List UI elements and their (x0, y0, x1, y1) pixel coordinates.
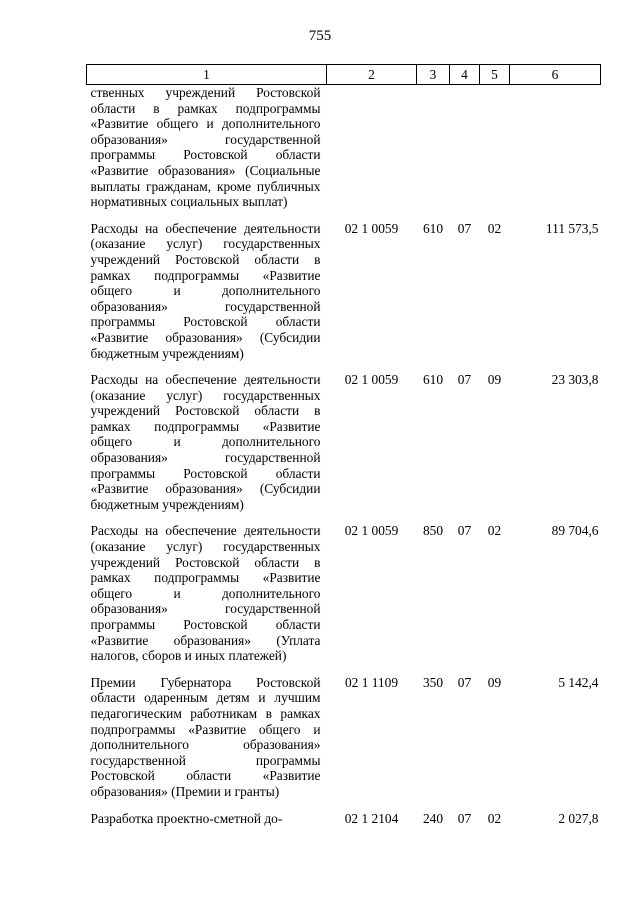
column-header-4: 4 (450, 65, 480, 85)
column-header-6: 6 (510, 65, 601, 85)
row-subsection: 09 (487, 372, 502, 388)
row-amount: 23 303,8 (551, 372, 599, 388)
row-description: ственных учреждений Ростовской области в рамках подпрограммы «Развитие общего и дополнительного образования» государственной программы Ростовской области «Развитие образования» (Социальные выплаты гражданам, кроме публичных нормативных социальных выплат) (90, 85, 321, 210)
row-description: Разработка проектно-сметной до- (90, 810, 283, 826)
row-subsection: 02 (487, 810, 502, 826)
row-expense-type: 610 (422, 220, 444, 236)
row-amount (510, 85, 601, 221)
row-target-code: 02 1 0059 (344, 372, 399, 388)
row-subsection: 02 (487, 220, 502, 236)
row-subsection: 09 (487, 674, 502, 690)
row-amount: 2 027,8 (558, 810, 599, 826)
row-subsection: 02 (487, 523, 502, 539)
column-header-5: 5 (480, 65, 510, 85)
table-row (87, 372, 601, 523)
table-row (87, 675, 601, 811)
row-section: 07 (457, 674, 472, 690)
table-header (87, 65, 601, 85)
row-section: 07 (457, 523, 472, 539)
row-expense-type (417, 85, 450, 221)
row-section: 07 (457, 810, 472, 826)
row-target-code (327, 85, 417, 221)
table-row (87, 221, 601, 372)
row-amount: 5 142,4 (558, 674, 599, 690)
row-expense-type: 850 (422, 523, 444, 539)
table-body (87, 85, 601, 838)
row-description: Премии Губернатора Ростовской области одаренным детям и лучшим педагогическим работникам в рамках подпрограммы «Развитие общего и дополнительного образования» государственной программы Ростовской области «Развитие образования» (Премии и гранты) (90, 674, 321, 799)
row-target-code: 02 1 2104 (344, 810, 399, 826)
row-section: 07 (457, 220, 472, 236)
column-header-2: 2 (327, 65, 417, 85)
row-target-code: 02 1 0059 (344, 220, 399, 236)
table-row (87, 523, 601, 674)
row-amount: 89 704,6 (551, 523, 599, 539)
row-section (450, 85, 480, 221)
row-description: Расходы на обеспечение деятельности (оказание услуг) государственных учреждений Ростовской области в рамках подпрограммы «Развитие общего и дополнительного образования» государственной программы Ростовской области «Развитие образования» (Уплата налогов, сборов и иных платежей) (90, 523, 321, 664)
row-amount: 111 573,5 (545, 220, 599, 236)
row-expense-type: 350 (422, 674, 444, 690)
table-row (87, 85, 601, 221)
row-expense-type: 610 (422, 372, 444, 388)
row-section: 07 (457, 372, 472, 388)
table-row (87, 811, 601, 838)
row-subsection (480, 85, 510, 221)
row-target-code: 02 1 1109 (344, 674, 399, 690)
column-header-1: 1 (87, 65, 327, 85)
row-target-code: 02 1 0059 (344, 523, 399, 539)
row-description: Расходы на обеспечение деятельности (оказание услуг) государственных учреждений Ростовской области в рамках подпрограммы «Развитие общего и дополнительного образования» государственной программы Ростовской области «Развитие образования» (Субсидии бюджетным учреждениям) (90, 220, 321, 361)
row-expense-type: 240 (422, 810, 444, 826)
budget-table (86, 64, 601, 837)
page-number: 755 (308, 28, 332, 44)
column-header-3: 3 (417, 65, 450, 85)
row-description: Расходы на обеспечение деятельности (оказание услуг) государственных учреждений Ростовской области в рамках подпрограммы «Развитие общего и дополнительного образования» государственной программы Ростовской области «Развитие образования» (Субсидии бюджетным учреждениям) (90, 372, 321, 512)
